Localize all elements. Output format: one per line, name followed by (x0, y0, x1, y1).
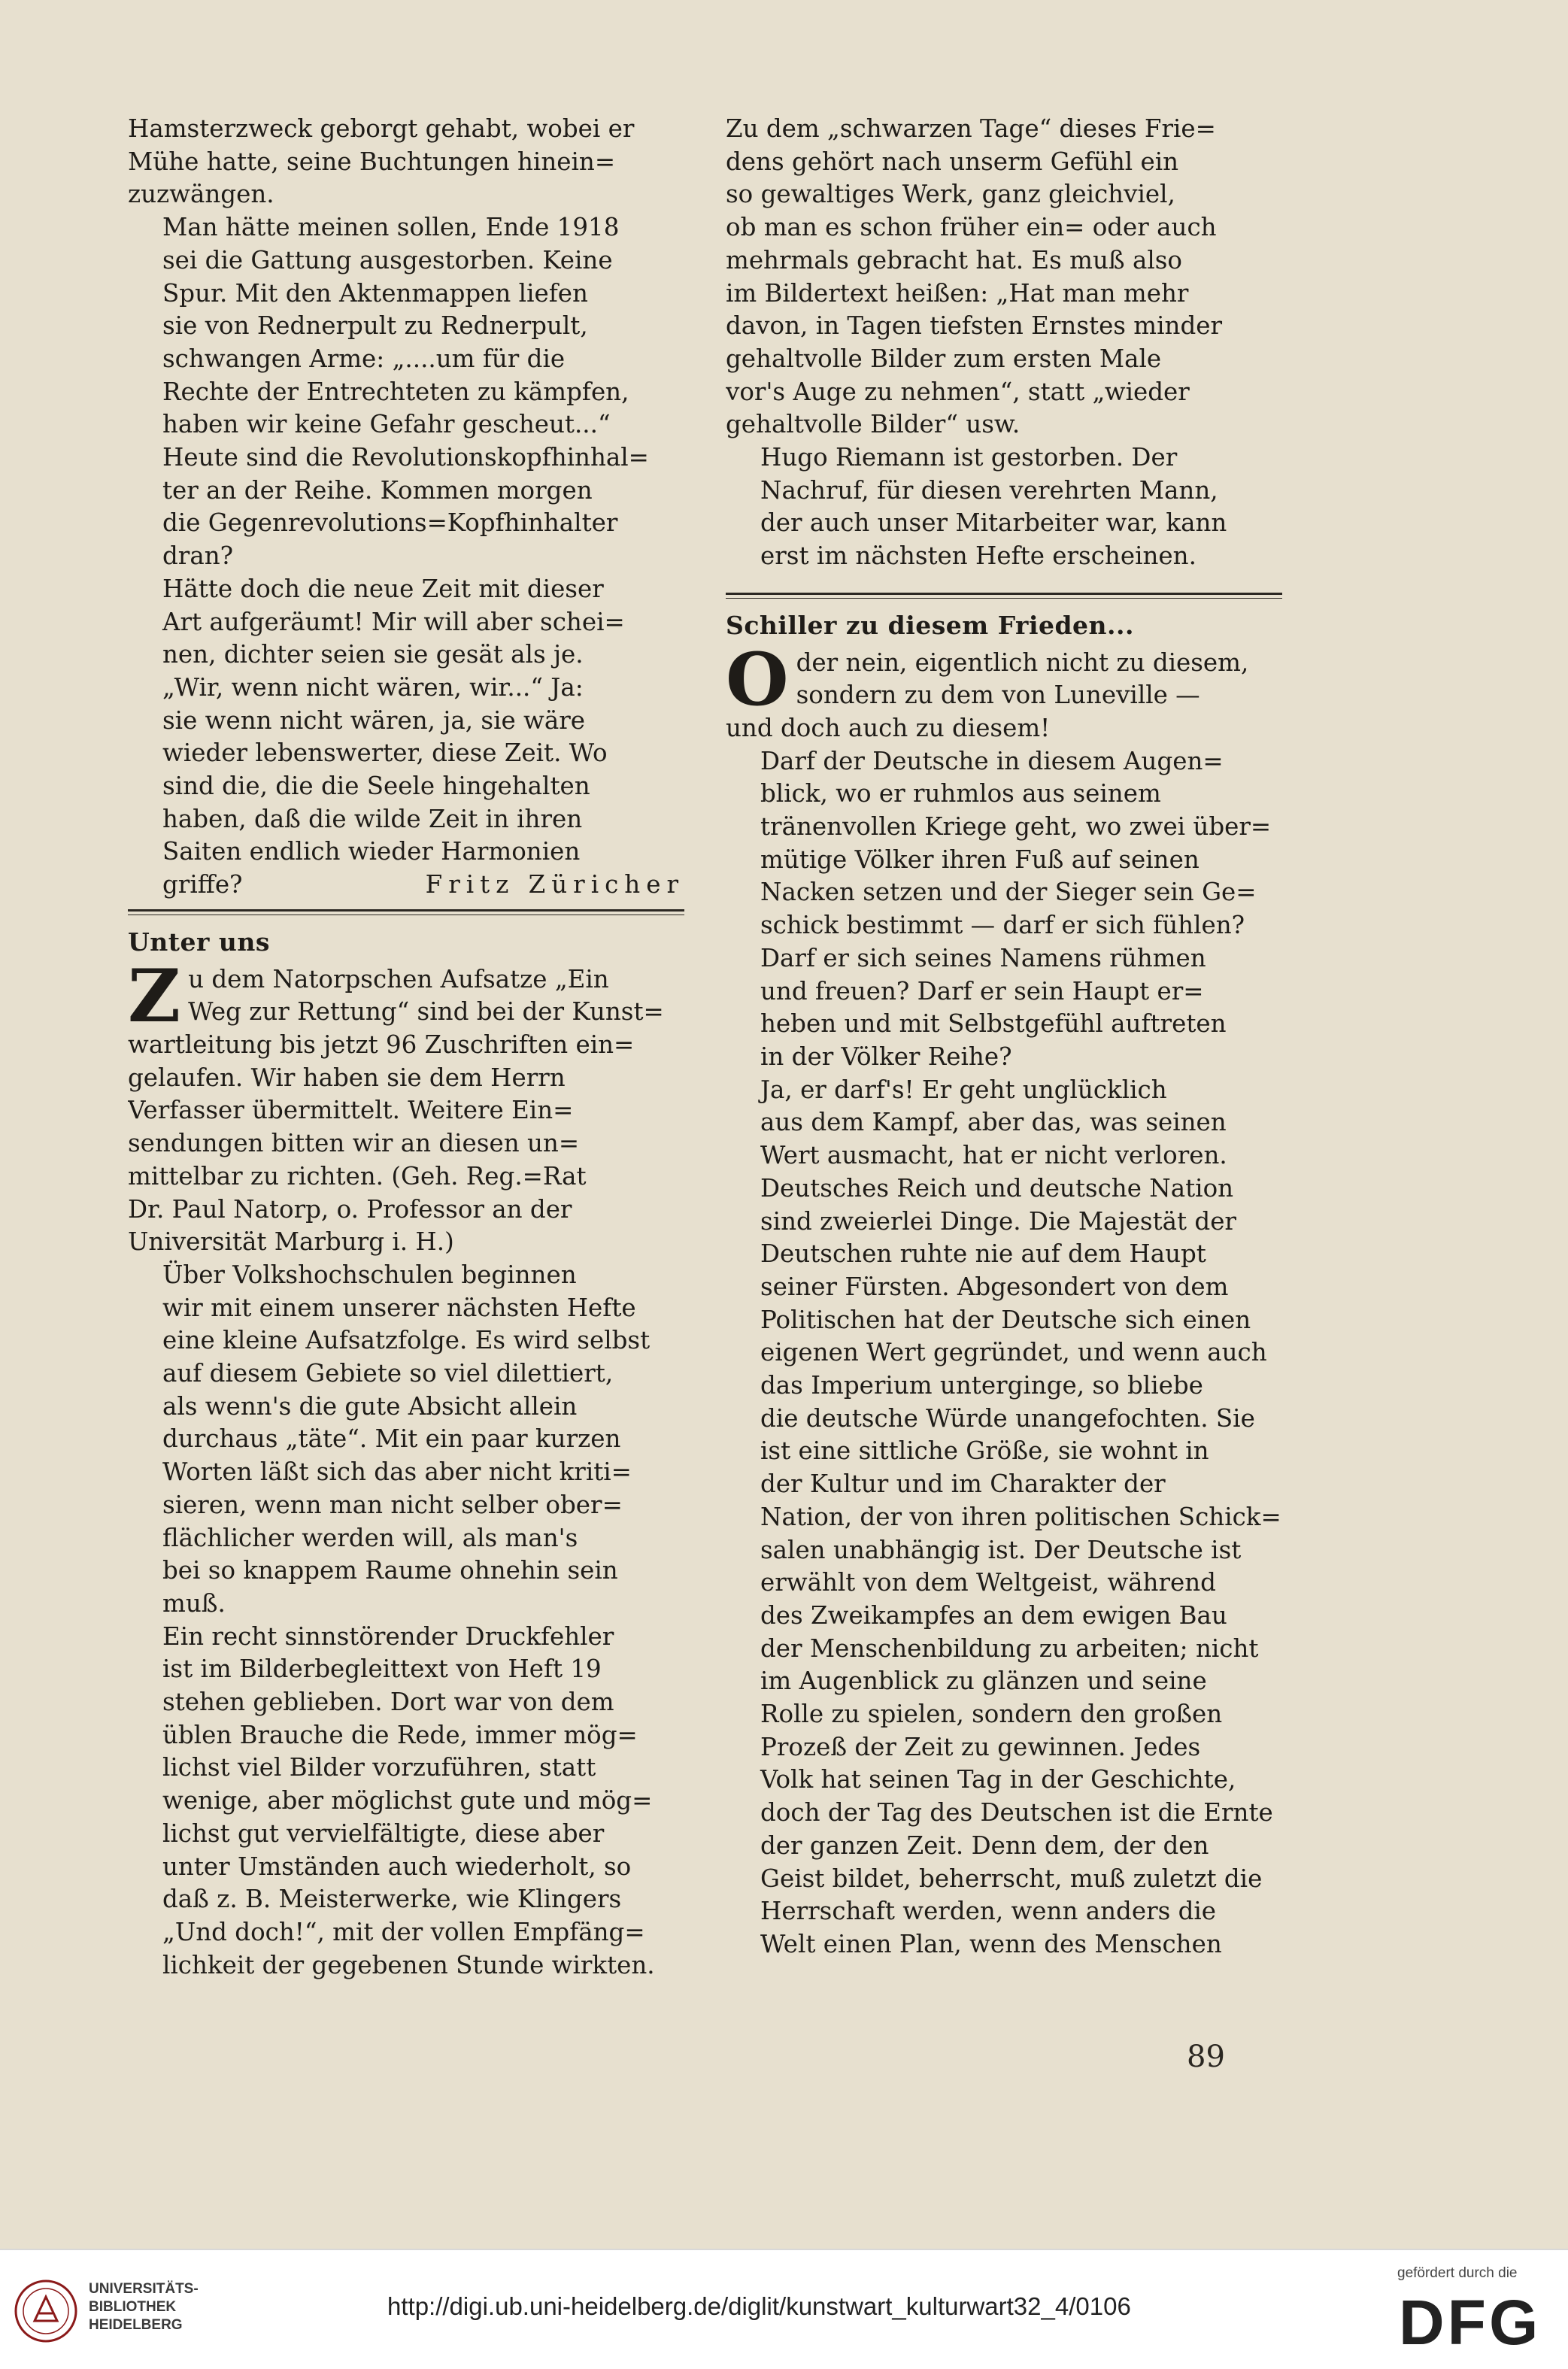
section-divider (726, 593, 1282, 599)
digitization-footer (0, 2249, 1568, 2369)
funding-label: gefördert durch die (1397, 2265, 1518, 2281)
library-name: UNIVERSITÄTS- BIBLIOTHEK HEIDELBERG (89, 2281, 199, 2333)
right-column (726, 113, 1282, 1961)
paragraph: Hamsterzweck geborgt gehabt, wobei er Mühe hatte, seine Buchtungen hinein= zuzwängen. (128, 114, 635, 209)
paragraph: Man hätte meinen sollen, Ende 1918 sei die Gattung ausgestorben. Keine Spur. Mit den Aktenmappen liefen sie von Rednerpult zu Rednerpult, schwangen Arme: „....um für die Rechte der Entrechteten zu kämpfen, haben wir keine Gefahr gescheut...“ Heute sind die Revolutionskopfhinhal= ter an der Reihe. Kommen morgen die Gegenrevolutions=Kopfhinhalter dran? (162, 213, 649, 571)
drop-cap: Z (128, 953, 181, 1039)
paragraph: Darf der Deutsche in diesem Augen= blick, wo er ruhmlos aus seinem tränenvollen Kriege geht, wo zwei über= mütige Völker ihren Fuß auf seinen Nacken setzen und der Sieger sein Ge= schick bestimmt — darf er sich fühlen? Darf er sich seines Namens rühmen und freuen? Darf er sein Haupt er= heben und mit Selbstgefühl auftreten in der Völker Reihe? (760, 746, 1272, 1071)
paragraph: Hätte doch die neue Zeit mit dieser Art aufgeräumt! Mir will aber schei= nen, dichter seien sie gesät als je. „Wir, wenn nicht wären, wir...“ Ja: sie wenn nicht wären, ja, sie wäre wieder lebenswerter, diese Zeit. Wo sind die, die die Seele hingehalten haben, daß die wilde Zeit in ihren Saiten endlich wieder Harmonien griffe? Fritz Züricher (128, 573, 684, 902)
author-signature: Fritz Züricher (425, 870, 684, 899)
page-number: 89 (1187, 2040, 1225, 2074)
left-column (128, 113, 684, 1982)
section-divider (128, 909, 684, 915)
paragraph: Ja, er darf's! Er geht unglücklich aus dem Kampf, aber das, was seinen Wert ausmacht, hat er nicht verloren. Deutsches Reich und deutsche Nation sind zweierlei Dinge. Die Majestät der Deutschen ruhte nie auf dem Haupt seiner Fürsten. Abgesondert von dem Politischen hat der Deutsche sich einen eigenen Wert gegründet, und wenn auch das Imperium unterginge, so bliebe die deutsche Würde unangefochten. Sie ist eine sittliche Größe, sie wohnt in der Kultur und im Charakter der Nation, der von ihren politischen Schick= salen unabhängig ist. Der Deutsche ist erwählt von dem Weltgeist, während des Zweikampfes an dem ewigen Bau der Menschenbildung zu arbeiten; nicht im Augenblick zu glänzen und seine Rolle zu spielen, sondern den großen Prozeß der Zeit zu gewinnen. Jedes Volk hat seinen Tag in der Geschichte, doch der Tag des Deutschen ist die Ernte der ganzen Zeit. Denn dem, der den Geist bildet, beherrscht, muß zuletzt die Herrschaft werden, wenn anders die Welt einen Plan, wenn des Menschen (760, 1075, 1281, 1958)
university-seal-icon (14, 2279, 78, 2343)
dfg-logo: DFG (1399, 2287, 1542, 2358)
source-url-link[interactable]: http://digi.ub.uni-heidelberg.de/diglit/kunstwart_kulturwart32_4/0106 (387, 2292, 1131, 2320)
paragraph: Über Volkshochschulen beginnen wir mit einem unserer nächsten Hefte eine kleine Aufsatzfolge. Es wird selbst auf diesem Gebiete so viel dilettiert, als wenn's die gute Absicht allein durchaus „täte“. Mit ein paar kurzen Worten läßt sich das aber nicht kriti= sieren, wenn man nicht selber ober= flächlicher werden will, als man's bei so knappem Raume ohnehin sein muß. (162, 1260, 651, 1618)
paragraph: O der nein, eigentlich nicht zu diesem, sondern zu dem von Luneville — und doch auch zu diesem! (726, 636, 1249, 742)
section-heading-unter-uns: Unter uns (128, 927, 270, 957)
drop-cap: O (726, 636, 789, 722)
paragraph: Z u dem Natorpschen Aufsatze „Ein Weg zur Rettung“ sind bei der Kunst= wartleitung bis jetzt 96 Zuschriften ein= gelaufen. Wir haben sie dem Herrn Verfasser übermittelt. Weitere Ein= sendungen bitten wir an diesen un= mittelbar zu richten. (Geh. Reg.=Rat Dr. Paul Natorp, o. Professor an der Universität Marburg i. H.) (128, 953, 664, 1257)
paragraph: Zu dem „schwarzen Tage“ dieses Frie= dens gehört nach unserm Gefühl ein so gewaltiges Werk, ganz gleichviel, ob man es schon früher ein= oder auch mehrmals gebracht hat. Es muß also im Bildertext heißen: „Hat man mehr davon, in Tagen tiefsten Ernstes minder gehaltvolle Bilder zum ersten Male vor's Auge zu nehmen“, statt „wieder gehaltvolle Bilder“ usw. (726, 114, 1223, 439)
last-line: griffe? (162, 870, 243, 899)
paragraph: Ein recht sinnstörender Druckfehler ist im Bilderbegleittext von Heft 19 stehen geblieben. Dort war von dem üblen Brauche die Rede, immer mög= lichst viel Bilder vorzuführen, statt wenige, aber möglichst gute und mög= lichst gut vervielfältigte, diese aber unter Umständen auch wiederholt, so daß z. B. Meisterwerke, wie Klingers „Und doch!“, mit der vollen Empfäng= lichkeit der gegebenen Stunde wirkten. (162, 1621, 655, 1979)
paragraph: Hugo Riemann ist gestorben. Der Nachruf, für diesen verehrten Mann, der auch unser Mitarbeiter war, kann erst im nächsten Hefte erscheinen. (760, 443, 1227, 571)
section-heading-schiller: Schiller zu diesem Frieden... (726, 610, 1134, 640)
